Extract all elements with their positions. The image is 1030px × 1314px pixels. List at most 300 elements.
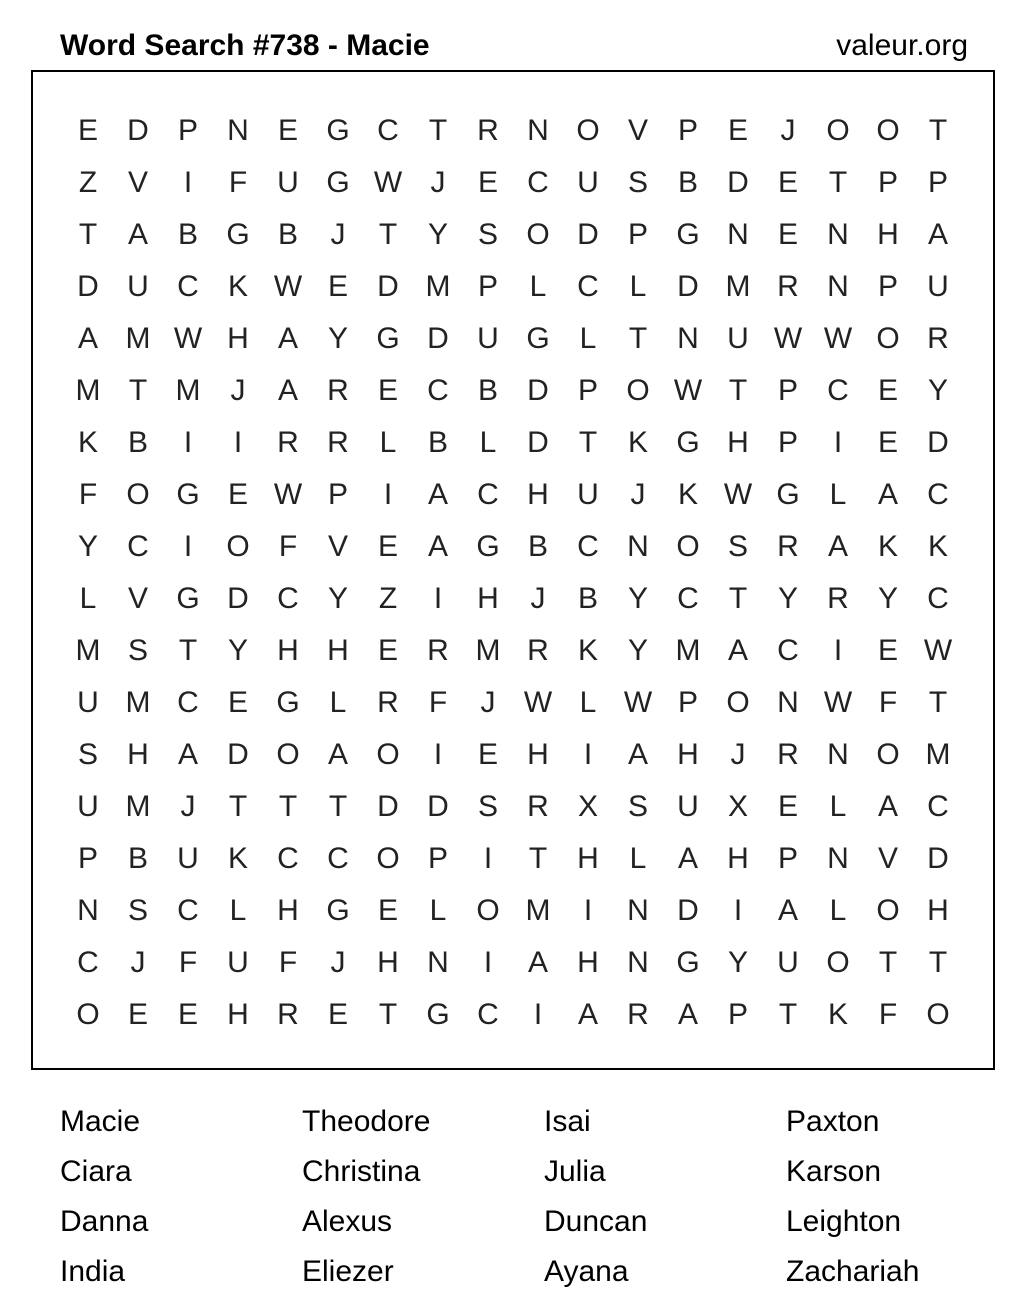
grid-letter: P xyxy=(777,374,798,407)
grid-letter: E xyxy=(77,114,98,147)
grid-letter: Y xyxy=(327,582,348,615)
grid-letter: P xyxy=(177,114,198,147)
grid-letter: T xyxy=(928,686,948,719)
grid-letter: U xyxy=(77,686,99,719)
grid-letter: N xyxy=(827,270,849,303)
grid-letter: R xyxy=(927,322,949,355)
grid-letter: G xyxy=(326,166,350,199)
grid-letter: A xyxy=(127,218,148,251)
grid-letter: L xyxy=(829,894,847,927)
grid-letter: L xyxy=(829,790,847,823)
grid-letter: N xyxy=(627,946,649,979)
grid-letter: T xyxy=(78,218,98,251)
grid-letter: G xyxy=(476,530,500,563)
grid-letter: E xyxy=(477,166,498,199)
grid-letter: A xyxy=(877,478,898,511)
grid-letter: C xyxy=(277,582,299,615)
grid-letter: V xyxy=(127,582,148,615)
grid-letter: K xyxy=(877,530,898,563)
grid-letter: P xyxy=(727,998,748,1031)
grid-letter: C xyxy=(127,530,149,563)
grid-letter: M xyxy=(425,270,451,303)
grid-letter: D xyxy=(727,166,749,199)
grid-letter: V xyxy=(327,530,348,563)
grid-letter: A xyxy=(77,322,98,355)
grid-letter: N xyxy=(77,894,99,927)
grid-letter: L xyxy=(79,582,97,615)
grid-letter: W xyxy=(273,270,303,303)
grid-letter: O xyxy=(126,478,150,511)
grid-letter: C xyxy=(177,686,199,719)
grid-letter: S xyxy=(477,218,498,251)
grid-letter: P xyxy=(77,842,98,875)
grid-letter: M xyxy=(525,894,551,927)
grid-letter: M xyxy=(175,374,201,407)
grid-letter: B xyxy=(577,582,598,615)
grid-letter: H xyxy=(277,894,299,927)
grid-letter: I xyxy=(183,166,193,199)
grid-letter: H xyxy=(677,738,699,771)
grid-letter: L xyxy=(579,322,597,355)
grid-letter: T xyxy=(428,114,448,147)
grid-letter: W xyxy=(523,686,553,719)
grid-letter: U xyxy=(227,946,249,979)
grid-letter: U xyxy=(927,270,949,303)
grid-letter: O xyxy=(276,738,300,771)
grid-letter: X xyxy=(577,790,598,823)
grid-letter: J xyxy=(430,166,446,199)
grid-letter: C xyxy=(77,946,99,979)
grid-letter: P xyxy=(777,842,798,875)
grid-letter: U xyxy=(577,166,599,199)
grid-letter: K xyxy=(827,998,848,1031)
grid-letter: K xyxy=(677,478,698,511)
grid-letter: C xyxy=(177,894,199,927)
grid-letter: Y xyxy=(227,634,248,667)
grid-letter: H xyxy=(877,218,899,251)
grid-letter: A xyxy=(577,998,598,1031)
grid-letter: I xyxy=(183,530,193,563)
grid-letter: L xyxy=(629,270,647,303)
grid-letter: E xyxy=(877,426,898,459)
grid-letter: E xyxy=(777,218,798,251)
grid-letter: W xyxy=(273,478,303,511)
word-list-item: Paxton xyxy=(786,1105,880,1138)
word-list-item: Julia xyxy=(544,1155,606,1188)
grid-letter: T xyxy=(928,114,948,147)
grid-letter: R xyxy=(277,998,299,1031)
grid-letter: D xyxy=(77,270,99,303)
grid-letter: V xyxy=(127,166,148,199)
grid-letter: E xyxy=(327,270,348,303)
grid-letter: C xyxy=(177,270,199,303)
grid-letter: N xyxy=(827,738,849,771)
grid-letter: H xyxy=(477,582,499,615)
grid-letter: T xyxy=(278,790,298,823)
grid-letter: U xyxy=(77,790,99,823)
grid-letter: E xyxy=(877,374,898,407)
grid-letter: B xyxy=(177,218,198,251)
grid-letter: G xyxy=(776,478,800,511)
grid-letter: J xyxy=(130,946,146,979)
grid-letter: B xyxy=(677,166,698,199)
grid-letter: Y xyxy=(727,946,748,979)
grid-letter: A xyxy=(777,894,798,927)
grid-letter: J xyxy=(480,686,496,719)
grid-letter: W xyxy=(723,478,753,511)
grid-letter: M xyxy=(125,322,151,355)
grid-letter: R xyxy=(527,790,549,823)
grid-letter: T xyxy=(578,426,598,459)
grid-letter: G xyxy=(676,426,700,459)
grid-letter: S xyxy=(627,790,648,823)
grid-letter: K xyxy=(627,426,648,459)
grid-letter: C xyxy=(527,166,549,199)
grid-letter: O xyxy=(626,374,650,407)
site-name: valeur.org xyxy=(836,29,968,62)
grid-letter: H xyxy=(527,738,549,771)
grid-letter: I xyxy=(833,426,843,459)
grid-letter: A xyxy=(427,530,448,563)
word-list-item: Ciara xyxy=(60,1155,132,1188)
grid-letter: K xyxy=(927,530,948,563)
grid-letter: G xyxy=(376,322,400,355)
grid-letter: E xyxy=(727,114,748,147)
grid-letter: O xyxy=(376,842,400,875)
grid-letter: L xyxy=(829,478,847,511)
grid-letter: T xyxy=(778,998,798,1031)
grid-letter: M xyxy=(125,686,151,719)
grid-letter: H xyxy=(377,946,399,979)
grid-letter: W xyxy=(173,322,203,355)
grid-letter: G xyxy=(176,478,200,511)
grid-letter: C xyxy=(677,582,699,615)
grid-letter: T xyxy=(378,218,398,251)
grid-letter: R xyxy=(427,634,449,667)
grid-letter: A xyxy=(327,738,348,771)
grid-letter: W xyxy=(673,374,703,407)
word-list xyxy=(60,1097,1028,1297)
grid-letter: R xyxy=(327,374,349,407)
grid-letter: K xyxy=(227,270,248,303)
grid-letter: F xyxy=(178,946,198,979)
grid-letter: R xyxy=(777,530,799,563)
grid-letter: W xyxy=(773,322,803,355)
grid-letter: F xyxy=(228,166,248,199)
grid-letter: Y xyxy=(627,582,648,615)
grid-letter: T xyxy=(728,374,748,407)
grid-letter: F xyxy=(428,686,448,719)
grid-letter: E xyxy=(277,114,298,147)
grid-letter: O xyxy=(76,998,100,1031)
grid-letter: S xyxy=(727,530,748,563)
grid-letter: F xyxy=(278,946,298,979)
grid-letter: P xyxy=(677,686,698,719)
grid-letter: L xyxy=(329,686,347,719)
grid-letter: L xyxy=(629,842,647,875)
grid-letter: Y xyxy=(877,582,898,615)
grid-letter: R xyxy=(277,426,299,459)
grid-letter: E xyxy=(327,998,348,1031)
grid-letter: M xyxy=(475,634,501,667)
grid-letter: W xyxy=(823,686,853,719)
grid-letter: I xyxy=(433,582,443,615)
grid-letter: A xyxy=(527,946,548,979)
grid-letter: N xyxy=(627,894,649,927)
letter-grid xyxy=(63,105,963,1041)
grid-letter: B xyxy=(127,426,148,459)
grid-letter: U xyxy=(727,322,749,355)
grid-letter: T xyxy=(128,374,148,407)
grid-letter: M xyxy=(675,634,701,667)
grid-letter: L xyxy=(579,686,597,719)
grid-letter: J xyxy=(330,946,346,979)
grid-letter: G xyxy=(676,946,700,979)
grid-letter: D xyxy=(527,426,549,459)
grid-letter: Y xyxy=(777,582,798,615)
grid-letter: H xyxy=(527,478,549,511)
grid-letter: O xyxy=(576,114,600,147)
grid-letter: P xyxy=(327,478,348,511)
grid-letter: M xyxy=(75,634,101,667)
grid-letter: M xyxy=(75,374,101,407)
grid-letter: P xyxy=(777,426,798,459)
grid-letter: I xyxy=(583,894,593,927)
grid-letter: J xyxy=(780,114,796,147)
grid-letter: D xyxy=(377,270,399,303)
grid-letter: R xyxy=(477,114,499,147)
grid-letter: E xyxy=(377,374,398,407)
grid-letter: I xyxy=(483,842,493,875)
grid-letter: B xyxy=(477,374,498,407)
grid-letter: C xyxy=(277,842,299,875)
grid-letter: G xyxy=(326,114,350,147)
grid-letter: R xyxy=(627,998,649,1031)
grid-letter: E xyxy=(177,998,198,1031)
grid-letter: E xyxy=(127,998,148,1031)
grid-letter: H xyxy=(577,842,599,875)
grid-letter: G xyxy=(676,218,700,251)
grid-letter: N xyxy=(227,114,249,147)
grid-letter: T xyxy=(228,790,248,823)
grid-letter: B xyxy=(127,842,148,875)
grid-letter: C xyxy=(377,114,399,147)
grid-letter: S xyxy=(477,790,498,823)
grid-letter: O xyxy=(226,530,250,563)
grid-letter: D xyxy=(677,894,699,927)
grid-letter: J xyxy=(730,738,746,771)
grid-letter: S xyxy=(127,634,148,667)
word-list-item: Macie xyxy=(60,1105,141,1138)
grid-letter: H xyxy=(577,946,599,979)
word-list-item: Ayana xyxy=(544,1255,629,1288)
grid-letter: N xyxy=(827,842,849,875)
grid-letter: Y xyxy=(627,634,648,667)
grid-letter: W xyxy=(373,166,403,199)
grid-letter: C xyxy=(927,478,949,511)
grid-letter: Y xyxy=(927,374,948,407)
grid-letter: F xyxy=(878,998,898,1031)
grid-letter: C xyxy=(827,374,849,407)
grid-letter: R xyxy=(527,634,549,667)
grid-letter: L xyxy=(429,894,447,927)
grid-letter: P xyxy=(477,270,498,303)
word-list-item: Zachariah xyxy=(786,1255,920,1288)
grid-letter: O xyxy=(876,738,900,771)
word-list-item: Duncan xyxy=(544,1205,648,1238)
grid-letter: F xyxy=(78,478,98,511)
grid-letter: D xyxy=(227,738,249,771)
grid-letter: O xyxy=(876,114,900,147)
grid-letter: D xyxy=(427,790,449,823)
grid-letter: M xyxy=(725,270,751,303)
grid-letter: D xyxy=(527,374,549,407)
grid-letter: S xyxy=(627,166,648,199)
grid-letter: M xyxy=(125,790,151,823)
grid-letter: T xyxy=(628,322,648,355)
grid-letter: R xyxy=(777,738,799,771)
grid-letter: C xyxy=(927,790,949,823)
grid-letter: P xyxy=(927,166,948,199)
word-list-item: Danna xyxy=(60,1205,149,1238)
grid-letter: G xyxy=(426,998,450,1031)
grid-letter: K xyxy=(77,426,98,459)
grid-letter: I xyxy=(433,738,443,771)
grid-letter: O xyxy=(676,530,700,563)
grid-letter: U xyxy=(277,166,299,199)
grid-letter: I xyxy=(533,998,543,1031)
grid-letter: L xyxy=(529,270,547,303)
grid-letter: F xyxy=(878,686,898,719)
grid-letter: U xyxy=(577,478,599,511)
grid-letter: L xyxy=(479,426,497,459)
grid-letter: P xyxy=(677,114,698,147)
grid-letter: C xyxy=(327,842,349,875)
grid-letter: H xyxy=(227,998,249,1031)
word-list-item: Isai xyxy=(544,1105,591,1138)
word-list-item: Christina xyxy=(302,1155,421,1188)
grid-letter: J xyxy=(330,218,346,251)
grid-letter: R xyxy=(777,270,799,303)
grid-letter: D xyxy=(377,790,399,823)
grid-letter: M xyxy=(925,738,951,771)
grid-letter: H xyxy=(127,738,149,771)
grid-letter: I xyxy=(183,426,193,459)
grid-letter: B xyxy=(527,530,548,563)
grid-letter: N xyxy=(777,686,799,719)
grid-letter: T xyxy=(178,634,198,667)
grid-letter: H xyxy=(277,634,299,667)
grid-letter: O xyxy=(826,114,850,147)
grid-letter: E xyxy=(227,686,248,719)
grid-letter: W xyxy=(823,322,853,355)
grid-letter: D xyxy=(227,582,249,615)
grid-letter: U xyxy=(177,842,199,875)
grid-letter: I xyxy=(833,634,843,667)
grid-letter: P xyxy=(877,270,898,303)
grid-letter: B xyxy=(427,426,448,459)
grid-letter: D xyxy=(927,426,949,459)
grid-letter: D xyxy=(127,114,149,147)
grid-letter: O xyxy=(376,738,400,771)
grid-letter: U xyxy=(127,270,149,303)
grid-letter: U xyxy=(677,790,699,823)
grid-letter: C xyxy=(577,270,599,303)
grid-letter: W xyxy=(923,634,953,667)
grid-letter: H xyxy=(327,634,349,667)
grid-letter: P xyxy=(877,166,898,199)
grid-letter: Y xyxy=(77,530,98,563)
grid-letter: D xyxy=(577,218,599,251)
grid-letter: E xyxy=(377,634,398,667)
grid-letter: U xyxy=(777,946,799,979)
grid-letter: C xyxy=(427,374,449,407)
grid-letter: T xyxy=(878,946,898,979)
grid-letter: A xyxy=(277,322,298,355)
grid-letter: A xyxy=(277,374,298,407)
grid-letter: N xyxy=(677,322,699,355)
grid-letter: N xyxy=(427,946,449,979)
grid-letter: T xyxy=(928,946,948,979)
grid-letter: A xyxy=(677,842,698,875)
grid-letter: J xyxy=(180,790,196,823)
grid-letter: P xyxy=(427,842,448,875)
grid-letter: G xyxy=(276,686,300,719)
grid-letter: R xyxy=(327,426,349,459)
grid-letter: E xyxy=(477,738,498,771)
grid-letter: B xyxy=(277,218,298,251)
grid-letter: J xyxy=(530,582,546,615)
grid-letter: P xyxy=(627,218,648,251)
grid-letter: X xyxy=(727,790,748,823)
grid-letter: I xyxy=(233,426,243,459)
grid-letter: Y xyxy=(427,218,448,251)
grid-letter: L xyxy=(229,894,247,927)
grid-letter: Y xyxy=(327,322,348,355)
grid-letter: A xyxy=(827,530,848,563)
grid-letter: T xyxy=(528,842,548,875)
grid-letter: P xyxy=(577,374,598,407)
grid-letter: G xyxy=(326,894,350,927)
grid-letter: T xyxy=(328,790,348,823)
grid-letter: O xyxy=(526,218,550,251)
word-list-item: India xyxy=(60,1255,126,1288)
grid-letter: N xyxy=(527,114,549,147)
grid-letter: N xyxy=(627,530,649,563)
grid-letter: H xyxy=(927,894,949,927)
grid-letter: A xyxy=(677,998,698,1031)
grid-letter: H xyxy=(727,842,749,875)
grid-letter: T xyxy=(828,166,848,199)
grid-letter: T xyxy=(728,582,748,615)
word-list-item: Alexus xyxy=(302,1205,393,1238)
grid-letter: G xyxy=(226,218,250,251)
grid-letter: E xyxy=(777,790,798,823)
grid-letter: R xyxy=(827,582,849,615)
grid-letter: D xyxy=(427,322,449,355)
grid-letter: A xyxy=(927,218,948,251)
grid-letter: E xyxy=(877,634,898,667)
word-list-item: Eliezer xyxy=(302,1255,394,1288)
grid-letter: I xyxy=(383,478,393,511)
grid-letter: A xyxy=(877,790,898,823)
grid-letter: G xyxy=(176,582,200,615)
grid-letter: K xyxy=(227,842,248,875)
word-list-item: Karson xyxy=(786,1155,882,1188)
grid-letter: A xyxy=(627,738,648,771)
grid-letter: G xyxy=(526,322,550,355)
grid-letter: H xyxy=(227,322,249,355)
